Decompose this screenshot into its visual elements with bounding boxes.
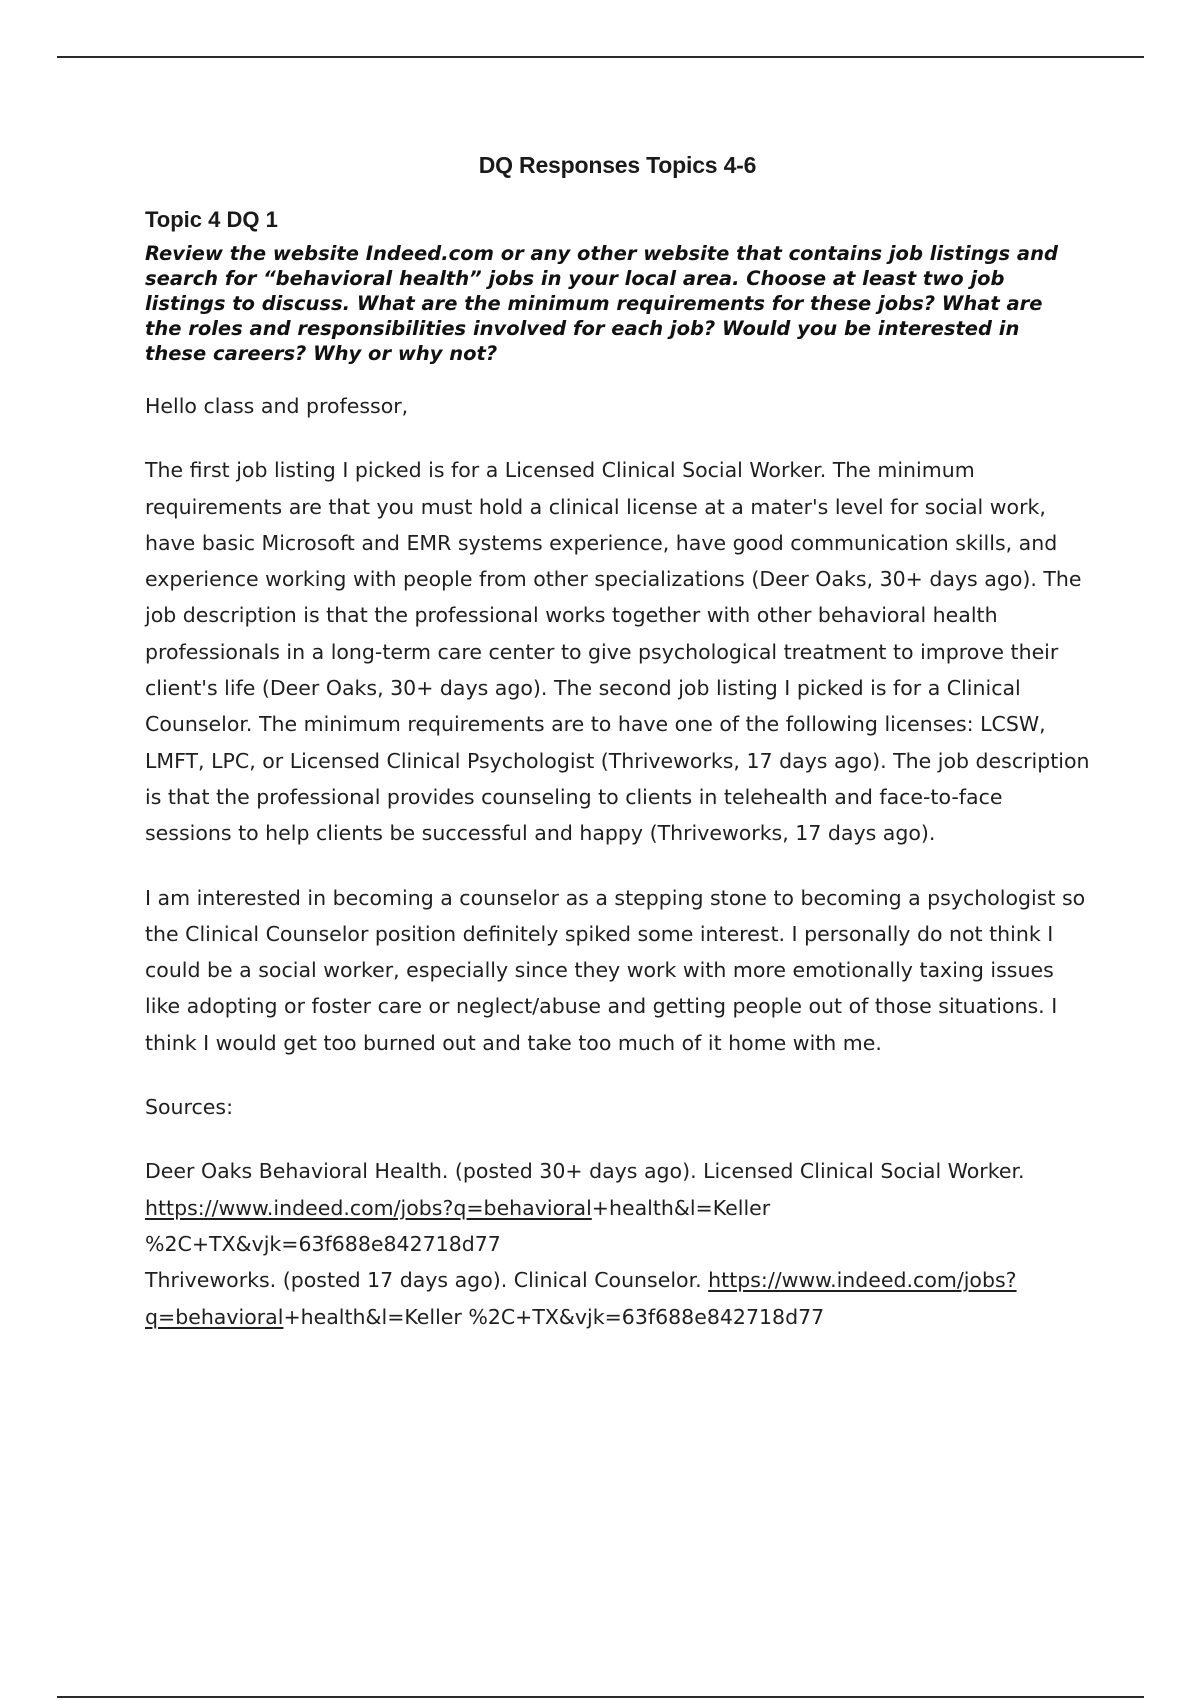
source-citation: Deer Oaks Behavioral Health. (posted 30+ days ago). Licensed Clinical Social Worker. (145, 1159, 1025, 1184)
document-title: DQ Responses Topics 4-6 (478, 152, 757, 178)
response-paragraph-1: The first job listing I picked is for a Licensed Clinical Social Worker. The minimum requirements are that you must hold a clinical license at a mater's level for social work, have basic Microsoft and EMR systems experience, have good communication skills, and experience working with people from other specializations (Deer Oaks, 30+ days ago). The job description is that the professional works together with other behavioral health professionals in a long-term care center to give psychological treatment to improve their client's life (Deer Oaks, 30+ days ago). The second job listing I picked is for a Clinical Counselor. The minimum requirements are to have one of the following licenses: LCSW, LMFT, LPC, or Licensed Clinical Psychologist (Thriveworks, 17 days ago). The job description is that the professional provides counseling to clients in telehealth and face-to-face sessions to help clients be successful and happy (Thriveworks, 17 days ago). (145, 458, 1090, 846)
source-link[interactable]: https://www.indeed.com/jobs?q=behavioral (145, 1195, 592, 1220)
source-link-tail: +health&l=Keller %2C+TX&vjk=63f688e842718d77 (145, 1195, 771, 1256)
sources-list (145, 1153, 1090, 1334)
document-body (145, 152, 1090, 1335)
topic-heading: Topic 4 DQ 1 (145, 207, 278, 232)
greeting: Hello class and professor, (145, 394, 409, 418)
header-rule (57, 56, 1144, 58)
source-link[interactable]: https://www.indeed.com/jobs? q=behavioral (145, 1268, 1017, 1329)
source-entry-1 (145, 1153, 1090, 1262)
footer-rule (57, 1696, 1144, 1698)
source-citation: Thriveworks. (posted 17 days ago). Clinical Counselor. (145, 1268, 709, 1293)
response-paragraph-2: I am interested in becoming a counselor as a stepping stone to becoming a psychologist so the Clinical Counselor position definitely spiked some interest. I personally do not think I could be a social worker, especially since they work with more emotionally taxing issues like adopting or foster care or neglect/abuse and getting people out of those situations. I think I would get too burned out and take too much of it home with me. (145, 885, 1086, 1055)
source-entry-2 (145, 1262, 1090, 1335)
source-link-tail: +health&l=Keller %2C+TX&vjk=63f688e842718d77 (283, 1304, 825, 1329)
discussion-prompt: Review the website Indeed.com or any other website that contains job listings and search for “behavioral health” jobs in your local area. Choose at least two job listings to discuss. What are the minimum requirements for these jobs? What are the roles and responsibilities involved for each job? Would you be interested in these careers? Why or why not? (145, 242, 1058, 365)
sources-label: Sources: (145, 1095, 233, 1120)
